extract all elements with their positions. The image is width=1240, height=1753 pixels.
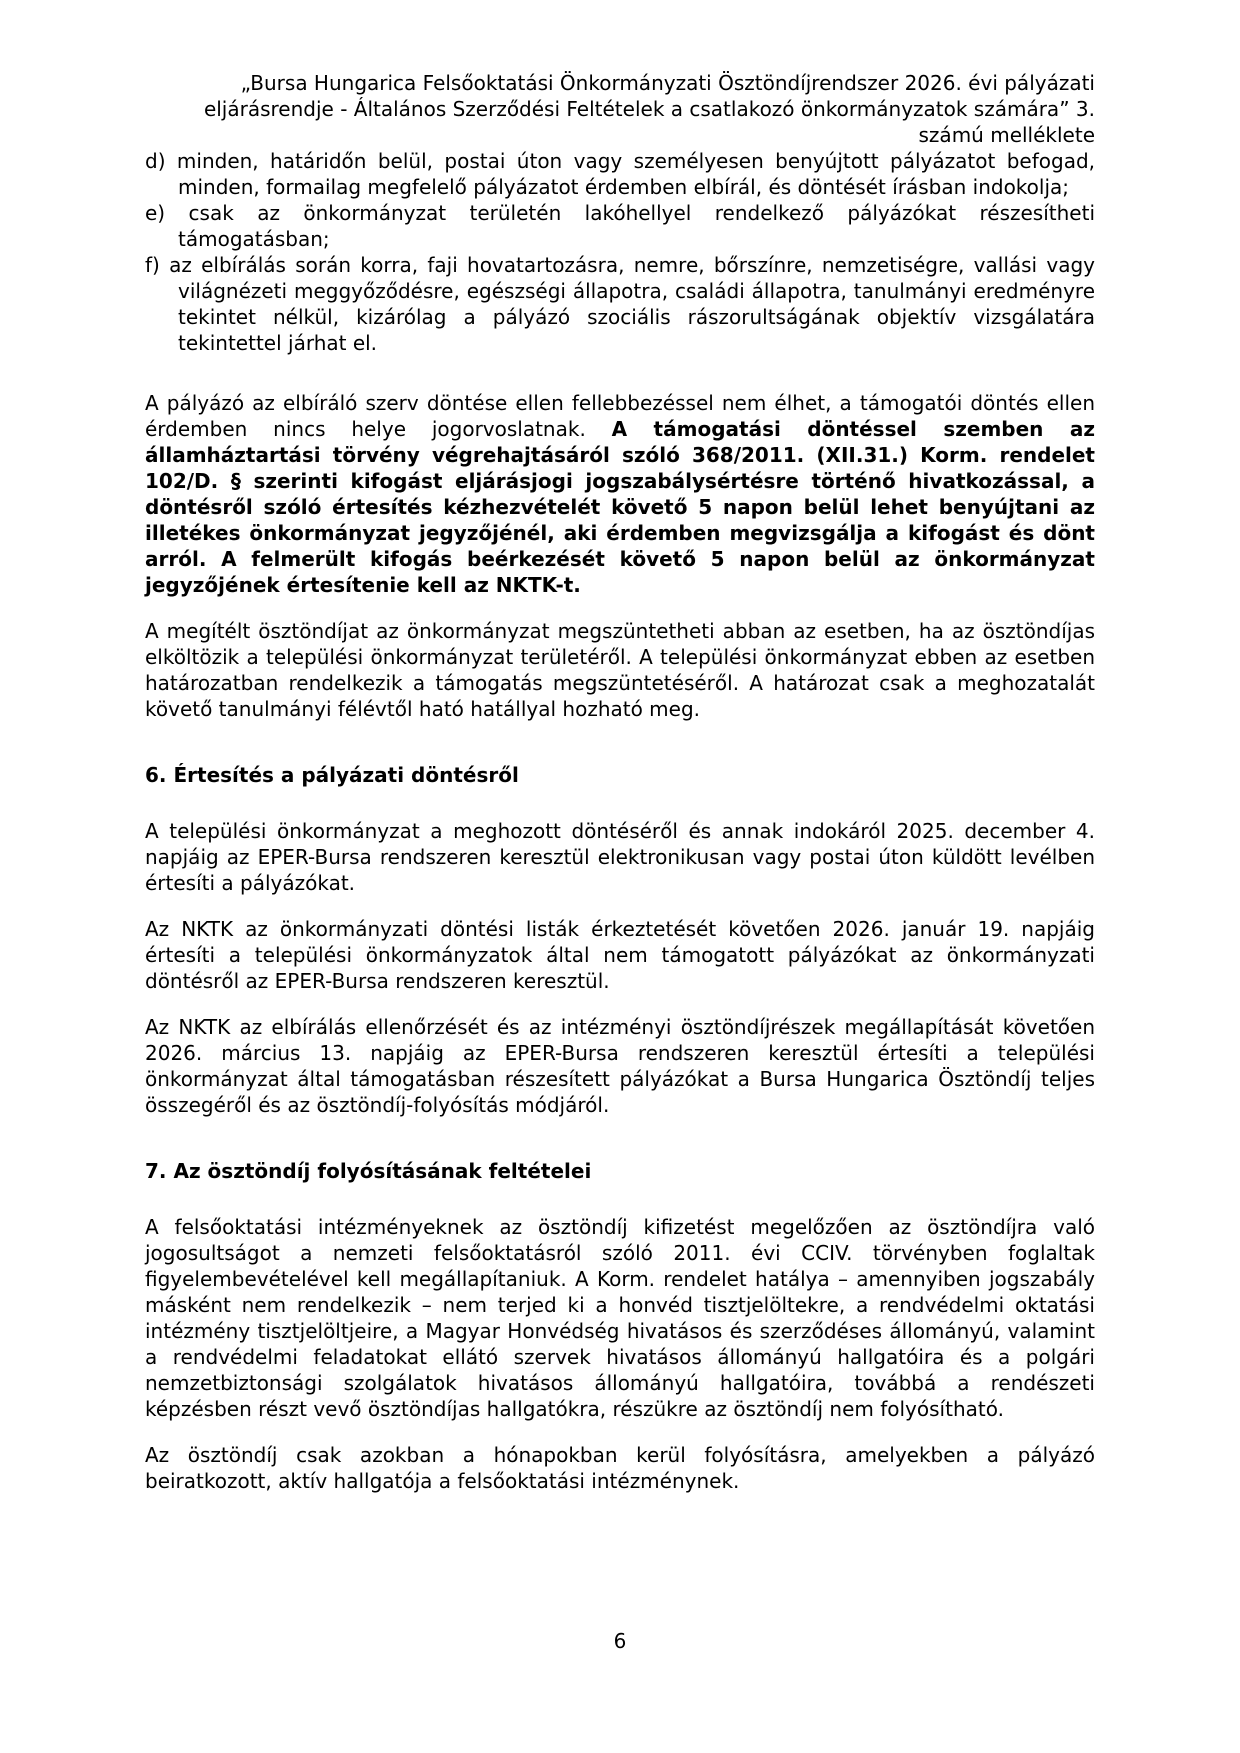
section-7-paragraph-1: A felsőoktatási intézményeknek az ösztöndíj kifizetést megelőzően az ösztöndíjra való jogosultságot a nemzeti felsőoktatásról szóló 2011. évi CCIV. törvényben foglaltak figyelembevételével kell megállapítaniuk. A Korm. rendelet hatálya – amennyiben jogszabály másként nem rendelkezik – nem terjed ki a honvéd tisztjelöltekre, a rendvédelmi oktatási intézmény tisztjelöltjeire, a Magyar Honvédség hivatásos és szerződéses állományú, valamint a rendvédelmi feladatokat ellátó szervek hivatásos állományú hallgatóira és a polgári nemzetbiztonsági szolgálatok hivatásos állományú hallgatóira, továbbá a rendészeti képzésben részt vevő ösztöndíjas hallgatókra, részükre az ösztöndíj nem folyósítható.: [145, 1215, 1095, 1421]
section-7-heading: 7. Az ösztöndíj folyósításának feltételei: [145, 1159, 592, 1183]
obligation-list: [145, 148, 1095, 356]
list-text-f: az elbírálás során korra, faji hovatartozásra, nemre, bőrszínre, nemzetiségre, vallási vagy világnézeti meggyőződésre, egészségi állapotra, családi állapotra, tanulmányi eredményre tekintet nélkül, kizárólag a pályázó szociális rászorultságának objektív vizsgálatára tekintettel járhat el.: [169, 253, 1095, 355]
section-7-paragraph-2: Az ösztöndíj csak azokban a hónapokban kerül folyósításra, amelyekben a pályázó beiratkozott, aktív hallgatója a felsőoktatási intézménynek.: [145, 1443, 1095, 1493]
paragraph-termination: A megítélt ösztöndíjat az önkormányzat megszüntetheti abban az esetben, ha az ösztöndíjas elköltözik a települési önkormányzat területéről. A települési önkormányzat ebben az esetben határozatban rendelkezik a támogatás megszüntetéséről. A határozat csak a meghozatalát követő tanulmányi félévtől ható hatállyal hozható meg.: [145, 619, 1095, 721]
section-6-heading: 6. Értesítés a pályázati döntésről: [145, 763, 519, 787]
section-6-paragraph-2: Az NKTK az önkormányzati döntési listák érkeztetését követően 2026. január 19. napjáig értesíti a települési önkormányzatok által nem támogatott pályázókat az önkormányzati döntésről az EPER-Bursa rendszeren keresztül.: [145, 917, 1095, 993]
paragraph-appeal: [145, 390, 1095, 598]
list-marker-f: f): [145, 253, 160, 277]
list-text-d: minden, határidőn belül, postai úton vagy személyesen benyújtott pályázatot befogad, minden, formailag megfelelő pályázatot érdemben elbírál, és döntését írásban indokolja;: [176, 149, 1095, 199]
document-title-header: „Bursa Hungarica Felsőoktatási Önkormányzati Ösztöndíjrendszer 2026. évi pályázati eljárásrendje - Általános Szerződési Feltételek a csatlakozó önkormányzatok számára” 3. számú melléklete: [203, 71, 1095, 147]
list-item-d: [145, 148, 1095, 200]
list-text-e: csak az önkormányzat területén lakóhellyel rendelkező pályázókat részesítheti támogatásban;: [178, 201, 1095, 251]
paragraph-appeal-normal-text: A pályázó az elbíráló szerv döntése ellen fellebbezéssel nem élhet, a támogatói döntés ellen érdemben nincs helye jogorvoslatnak.: [145, 391, 1095, 441]
list-marker-e: e): [145, 201, 166, 225]
section-6-paragraph-1: A települési önkormányzat a meghozott döntéséről és annak indokáról 2025. december 4. napjáig az EPER-Bursa rendszeren keresztül elektronikusan vagy postai úton küldött levélben értesíti a pályázókat.: [145, 819, 1095, 895]
page-number: 6: [613, 1629, 627, 1653]
list-item-f: [145, 252, 1095, 356]
list-item-e: [145, 200, 1095, 252]
list-marker-d: d): [145, 149, 166, 173]
paragraph-appeal-bold-text: A támogatási döntéssel szemben az államháztartási törvény végrehajtásáról szóló 368/2011. (XII.31.) Korm. rendelet 102/D. § szerinti kifogást eljárásjogi jogszabálysértésre történő hivatkozással, a döntésről szóló értesítés kézhezvételét követő 5 napon belül lehet benyújtani az illetékes önkormányzat jegyzőjénél, aki érdemben megvizsgálja a kifogást és dönt arról. A felmerült kifogás beérkezését követő 5 napon belül az önkormányzat jegyzőjének értesítenie kell az NKTK-t.: [145, 417, 1095, 597]
section-6-paragraph-3: Az NKTK az elbírálás ellenőrzését és az intézményi ösztöndíjrészek megállapítását követően 2026. március 13. napjáig az EPER-Bursa rendszeren keresztül értesíti a települési önkormányzat által támogatásban részesített pályázókat a Bursa Hungarica Ösztöndíj teljes összegéről és az ösztöndíj-folyósítás módjáról.: [145, 1015, 1095, 1117]
